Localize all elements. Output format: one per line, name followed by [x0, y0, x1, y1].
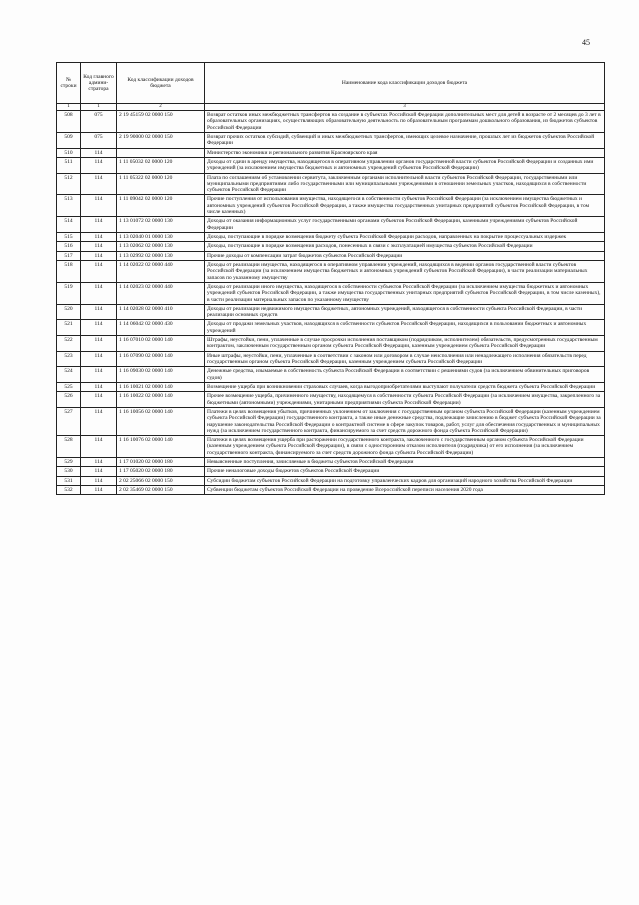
description-cell: Возврат прочих остатков субсидий, субвенций и иных межбюджетных трансфертов, имеющих целевое назначение, прошлых лет из бюджетов субъектов Российской Федерации — [205, 132, 605, 148]
class-code-cell: 2 19 45159 02 0000 150 — [117, 111, 205, 133]
description-cell: Доходы от реализации иного имущества, находящегося в собственности субъектов Российской Федерации (за исключением имущества бюджетных и автономных учреждений субъектов Российской Федерации, а также имущества государственных унитарных предприятий субъектов Российской Федерации, в том числе казенных), в части реализации материальных запасов по указанному имуществу — [205, 282, 605, 304]
header-row-number: № строки — [57, 63, 81, 104]
class-code-cell: 1 16 07090 02 0000 140 — [117, 351, 205, 367]
description-cell: Доходы от реализации имущества, находящегося в оперативном управлении учреждений, находящихся в ведении органов государственной власти субъектов Российской Федерации (за исключением имущества бюджетных и автономных учреждений субъектов Российской Федерации), в части реализации материальных запасов по указанному имуществу — [205, 260, 605, 282]
row-number-cell: 510 — [57, 148, 81, 157]
row-number-cell: 513 — [57, 195, 81, 217]
table-row — [57, 392, 605, 408]
header-col-number: 1 — [57, 104, 81, 111]
class-code-cell: 1 16 10076 02 0000 140 — [117, 436, 205, 458]
admin-code-cell: 114 — [81, 157, 117, 173]
admin-code-cell: 114 — [81, 173, 117, 195]
admin-code-cell: 114 — [81, 351, 117, 367]
admin-code-cell: 114 — [81, 260, 117, 282]
class-code-cell: 2 19 90000 02 0000 150 — [117, 132, 205, 148]
row-number-cell: 527 — [57, 407, 81, 435]
table-row — [57, 436, 605, 458]
admin-code-cell: 075 — [81, 111, 117, 133]
class-code-cell: 1 11 09042 02 0000 120 — [117, 195, 205, 217]
row-number-cell: 526 — [57, 392, 81, 408]
class-code-cell: 1 17 01020 02 0000 180 — [117, 458, 205, 467]
admin-code-cell: 114 — [81, 392, 117, 408]
row-number-cell: 519 — [57, 282, 81, 304]
admin-code-cell: 114 — [81, 282, 117, 304]
class-code-cell: 2 02 35469 02 0000 150 — [117, 486, 205, 495]
row-number-cell: 509 — [57, 132, 81, 148]
row-number-cell: 522 — [57, 336, 81, 352]
row-number-cell: 525 — [57, 382, 81, 391]
class-code-cell: 1 11 05322 02 0000 120 — [117, 173, 205, 195]
row-number-cell: 529 — [57, 458, 81, 467]
admin-code-cell: 114 — [81, 242, 117, 251]
row-number-cell: 514 — [57, 217, 81, 233]
row-number-cell: 520 — [57, 304, 81, 320]
class-code-cell: 1 14 06042 02 0000 430 — [117, 320, 205, 336]
description-cell: Доходы от реализации недвижимого имущества бюджетных, автономных учреждений, находящегося в собственности субъекта Российской Федерации, в части реализации основных средств — [205, 304, 605, 320]
row-number-cell: 511 — [57, 157, 81, 173]
admin-code-cell: 114 — [81, 304, 117, 320]
header-class-code: Код классификации доходов бюджета — [117, 63, 205, 104]
description-cell: Иные штрафы, неустойки, пени, уплаченные в соответствии с законом или договором в случае неисполнения или ненадлежащего исполнения обязательств перед государственным органом субъекта Российской Федерации, казенным учреждением субъекта Российской Федерации — [205, 351, 605, 367]
description-cell: Субсидии бюджетам субъектов Российской Федерации на подготовку управленческих кадров для организаций народного хозяйства Российской Федерации — [205, 476, 605, 485]
table-row — [57, 148, 605, 157]
class-code-cell: 1 16 07010 02 0000 140 — [117, 336, 205, 352]
class-code-cell: 1 13 02992 02 0000 130 — [117, 251, 205, 260]
class-code-cell: 1 16 10056 02 0000 140 — [117, 407, 205, 435]
admin-code-cell: 114 — [81, 486, 117, 495]
admin-code-cell: 114 — [81, 458, 117, 467]
description-cell: Министерство экономики и регионального развития Красноярского края — [205, 148, 605, 157]
table-row — [57, 467, 605, 476]
row-number-cell: 523 — [57, 351, 81, 367]
row-number-cell: 508 — [57, 111, 81, 133]
admin-code-cell: 114 — [81, 367, 117, 383]
admin-code-cell: 075 — [81, 132, 117, 148]
table-row — [57, 173, 605, 195]
class-code-cell: 1 13 01072 02 0000 130 — [117, 217, 205, 233]
header-col-number: 1 — [81, 104, 117, 111]
table-row — [57, 476, 605, 485]
description-cell: Прочее возмещение ущерба, причиненного имуществу, находящемуся в собственности субъекта Российской Федерации (за исключением имущества, закрепленного за бюджетными (автономными) учреждениями, унитарными предприятиями субъекта Российской Федерации) — [205, 392, 605, 408]
description-cell: Возврат остатков иных межбюджетных трансфертов на создание в субъектах Российской Федерации дополнительных мест для детей в возрасте от 2 месяцев до 3 лет в образовательных организациях, осуществляющих образовательную деятельность по образовательным программам дошкольного образования, из бюджетов субъектов Российской Федерации — [205, 111, 605, 133]
admin-code-cell: 114 — [81, 217, 117, 233]
table-row — [57, 320, 605, 336]
table-row — [57, 233, 605, 242]
class-code-cell: 1 14 02023 02 0000 440 — [117, 282, 205, 304]
table-row — [57, 458, 605, 467]
admin-code-cell: 114 — [81, 233, 117, 242]
admin-code-cell: 114 — [81, 467, 117, 476]
admin-code-cell: 114 — [81, 148, 117, 157]
table-row — [57, 382, 605, 391]
class-code-cell: 1 11 05032 02 0000 120 — [117, 157, 205, 173]
table-row — [57, 260, 605, 282]
table-row — [57, 367, 605, 383]
description-cell: Субвенции бюджетам субъектов Российской Федерации на проведение Всероссийской переписи населения 2020 года — [205, 486, 605, 495]
description-cell: Прочие доходы от компенсации затрат бюджетов субъектов Российской Федерации — [205, 251, 605, 260]
description-cell: Штрафы, неустойки, пени, уплаченные в случае просрочки исполнения поставщиком (подрядчиком, исполнителем) обязательств, предусмотренных государственным контрактом, заключенным государственным органом субъекта Российской Федерации, казенным учреждением субъекта Российской Федерации — [205, 336, 605, 352]
class-code-cell: 2 02 25066 02 0000 150 — [117, 476, 205, 485]
admin-code-cell: 114 — [81, 195, 117, 217]
description-cell: Платежи в целях возмещения убытков, причиненных уклонением от заключения с государственным органом субъекта Российской Федерации (казенным учреждением субъекта Российской Федерации) государственного контракта, а также иные денежные средства, подлежащие зачислению в бюджет субъекта Российской Федерации за нарушение законодательства Российской Федерации о контрактной системе в сфере закупок товаров, работ, услуг для обеспечения государственных и муниципальных нужд (за исключением государственного контракта, финансируемого за счет средств дорожного фонда субъекта Российской Федерации) — [205, 407, 605, 435]
admin-code-cell: 114 — [81, 436, 117, 458]
table-row — [57, 111, 605, 133]
budget-classification-table — [56, 62, 605, 495]
table-row — [57, 486, 605, 495]
admin-code-cell: 114 — [81, 320, 117, 336]
description-cell: Невыясненные поступления, зачисляемые в бюджеты субъектов Российской Федерации — [205, 458, 605, 467]
description-cell: Возмещение ущерба при возникновении страховых случаев, когда выгодоприобретателями выступают получатели средств бюджета субъекта Российской Федерации — [205, 382, 605, 391]
table-row — [57, 132, 605, 148]
description-cell: Доходы, поступающие в порядке возмещения бюджету субъекта Российской Федерации расходов, направленных на покрытие процессуальных издержек — [205, 233, 605, 242]
description-cell: Денежные средства, изымаемые в собственность субъекта Российской Федерации в соответствии с решениями судов (за исключением обвинительных приговоров судов) — [205, 367, 605, 383]
row-number-cell: 515 — [57, 233, 81, 242]
header-col-number: 2 — [117, 104, 205, 111]
row-number-cell: 530 — [57, 467, 81, 476]
admin-code-cell: 114 — [81, 336, 117, 352]
header-name: Наименование кода классификации доходов бюджета — [205, 63, 605, 104]
class-code-cell: 1 16 10021 02 0000 140 — [117, 382, 205, 391]
table-row — [57, 304, 605, 320]
class-code-cell — [117, 148, 205, 157]
table-row — [57, 282, 605, 304]
table-row — [57, 157, 605, 173]
row-number-cell: 512 — [57, 173, 81, 195]
admin-code-cell: 114 — [81, 382, 117, 391]
page-number: 45 — [582, 38, 590, 47]
table-body — [57, 111, 605, 495]
table-row — [57, 195, 605, 217]
class-code-cell: 1 14 02022 02 0000 440 — [117, 260, 205, 282]
row-number-cell: 532 — [57, 486, 81, 495]
description-cell: Плата по соглашениям об установлении сервитута, заключенным органами исполнительной власти субъектов Российской Федерации, государственными или муниципальными предприятиями либо государственными или муниципальными учреждениями в отношении земельных участков, находящихся в собственности субъектов Российской Федерации — [205, 173, 605, 195]
description-cell: Платежи в целях возмещения ущерба при расторжении государственного контракта, заключенного с государственным органом субъекта Российской Федерации (казенным учреждением субъекта Российской Федерации), в связи с односторонним отказом исполнителя (подрядчика) от его исполнения (за исключением государственного контракта, финансируемого за счет средств дорожного фонда субъекта Российской Федерации) — [205, 436, 605, 458]
admin-code-cell: 114 — [81, 407, 117, 435]
table-row — [57, 217, 605, 233]
row-number-cell: 531 — [57, 476, 81, 485]
row-number-cell: 521 — [57, 320, 81, 336]
row-number-cell: 517 — [57, 251, 81, 260]
class-code-cell: 1 13 02062 02 0000 130 — [117, 242, 205, 251]
row-number-cell: 518 — [57, 260, 81, 282]
row-number-cell: 528 — [57, 436, 81, 458]
class-code-cell: 1 13 02040 01 0000 130 — [117, 233, 205, 242]
class-code-cell: 1 16 10022 02 0000 140 — [117, 392, 205, 408]
row-number-cell: 516 — [57, 242, 81, 251]
description-cell: Прочие поступления от использования имущества, находящегося в собственности субъектов Российской Федерации (за исключением имущества бюджетных и автономных учреждений субъектов Российской Федерации, а также имущества государственных унитарных предприятий субъектов Российской Федерации, в том числе казенных) — [205, 195, 605, 217]
admin-code-cell: 114 — [81, 251, 117, 260]
description-cell: Доходы от продажи земельных участков, находящихся в собственности субъектов Российской Федерации, находящихся в пользовании бюджетных и автономных учреждений — [205, 320, 605, 336]
header-admin-code: Код главного админи-стратора — [81, 63, 117, 104]
description-cell: Прочие неналоговые доходы бюджетов субъектов Российской Федерации — [205, 467, 605, 476]
class-code-cell: 1 14 02028 02 0000 410 — [117, 304, 205, 320]
class-code-cell: 1 17 05020 02 0000 180 — [117, 467, 205, 476]
admin-code-cell: 114 — [81, 476, 117, 485]
description-cell: Доходы от сдачи в аренду имущества, находящегося в оперативном управлении органов государственной власти субъектов Российской Федерации и созданных ими учреждений (за исключением имущества бюджетных и автономных учреждений субъектов Российской Федерации) — [205, 157, 605, 173]
table-row — [57, 242, 605, 251]
table-row — [57, 336, 605, 352]
table-row — [57, 351, 605, 367]
table-row — [57, 251, 605, 260]
table-row — [57, 407, 605, 435]
class-code-cell: 1 16 09030 02 0000 140 — [117, 367, 205, 383]
row-number-cell: 524 — [57, 367, 81, 383]
header-col-number: 3 — [205, 104, 605, 111]
description-cell: Доходы от оказания информационных услуг государственными органами субъектов Российской Федерации, казенными учреждениями субъектов Российской Федерации — [205, 217, 605, 233]
description-cell: Доходы, поступающие в порядке возмещения расходов, понесенных в связи с эксплуатацией имущества субъектов Российской Федерации — [205, 242, 605, 251]
